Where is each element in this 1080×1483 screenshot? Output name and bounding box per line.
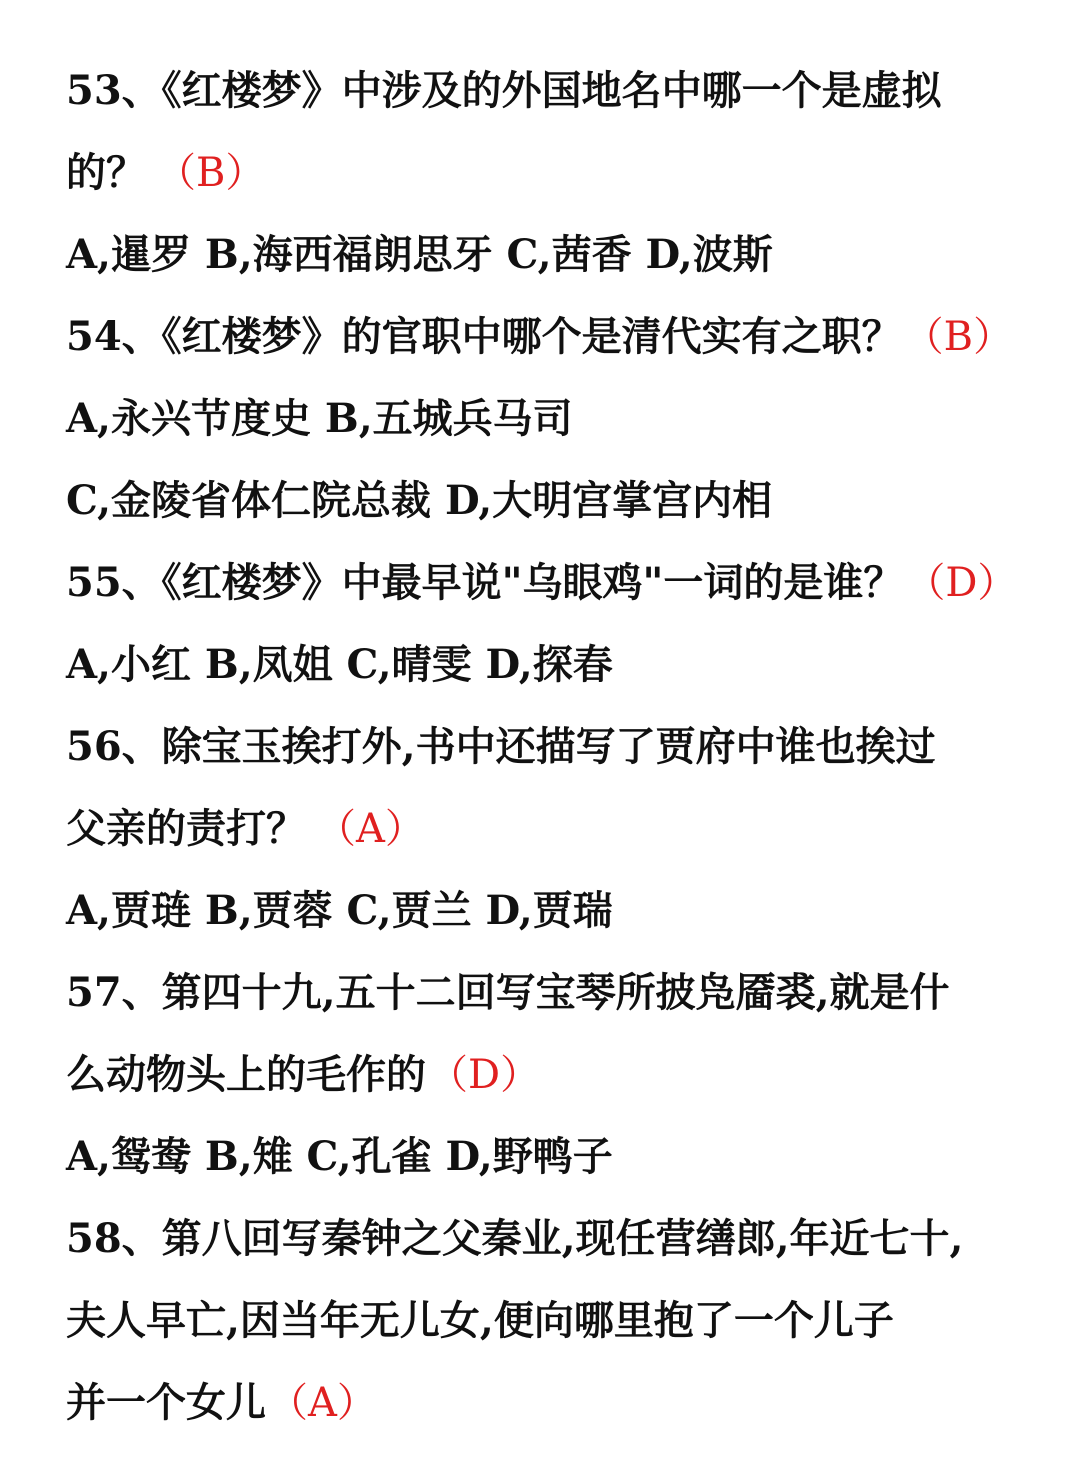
answer-key: （A） — [268, 1380, 377, 1426]
question-text-line — [66, 1362, 1056, 1444]
options-text: A,小红 B,凤姐 C,晴雯 D,探春 — [66, 641, 613, 688]
answer-key: （D） — [428, 1052, 541, 1098]
question-text: 夫人早亡,因当年无儿女,便向哪里抱了一个儿子 — [66, 1297, 894, 1344]
question-text: 父亲的责打？ — [66, 805, 306, 852]
question-text-line — [66, 706, 1056, 788]
answer-key: （D） — [905, 560, 1018, 606]
answer-key: （B） — [903, 314, 1014, 360]
answer-key: （B） — [156, 150, 266, 196]
question-block-58 — [66, 1198, 1056, 1444]
question-text-line — [66, 1280, 1056, 1362]
question-text: 的？ — [66, 149, 146, 196]
question-text-line — [66, 1034, 1056, 1116]
question-text: 56、除宝玉挨打外,书中还描写了贾府中谁也挨过 — [66, 723, 936, 770]
question-text-line — [66, 542, 1056, 624]
options-line — [66, 1116, 1056, 1198]
options-line — [66, 460, 1056, 542]
question-text: 58、第八回写秦钟之父秦业,现任营缮郎,年近七十, — [66, 1215, 964, 1262]
question-block-54 — [66, 296, 1056, 542]
question-text-line — [66, 132, 1056, 214]
options-line — [66, 870, 1056, 952]
question-text: 55、《红楼梦》中最早说"乌眼鸡"一词的是谁？ — [66, 559, 904, 606]
options-line — [66, 214, 1056, 296]
question-text: 54、《红楼梦》的官职中哪个是清代实有之职？ — [66, 313, 902, 360]
question-block-55 — [66, 542, 1056, 706]
options-line — [66, 378, 1056, 460]
question-block-57 — [66, 952, 1056, 1198]
question-text: 么动物头上的毛作的 — [66, 1051, 426, 1098]
answer-key: （A） — [316, 806, 425, 852]
question-block-53 — [66, 50, 1056, 296]
question-text-line — [66, 1198, 1056, 1280]
question-text-line — [66, 296, 1056, 378]
question-text-line — [66, 788, 1056, 870]
options-text: A,暹罗 B,海西福朗思牙 C,茜香 D,波斯 — [66, 231, 773, 278]
question-text-line — [66, 952, 1056, 1034]
options-text: A,鸳鸯 B,雉 C,孔雀 D,野鸭子 — [66, 1133, 613, 1180]
quiz-document — [66, 50, 1056, 1444]
question-text: 并一个女儿 — [66, 1379, 266, 1426]
question-block-56 — [66, 706, 1056, 952]
options-text: A,永兴节度史 B,五城兵马司 — [66, 395, 573, 442]
options-line — [66, 624, 1056, 706]
options-text: A,贾琏 B,贾蓉 C,贾兰 D,贾瑞 — [66, 887, 613, 934]
question-text: 57、第四十九,五十二回写宝琴所披凫靥裘,就是什 — [66, 969, 950, 1016]
question-text-line — [66, 50, 1056, 132]
question-text: 53、《红楼梦》中涉及的外国地名中哪一个是虚拟 — [66, 67, 942, 114]
options-text: C,金陵省体仁院总裁 D,大明宫掌宫内相 — [66, 477, 773, 524]
